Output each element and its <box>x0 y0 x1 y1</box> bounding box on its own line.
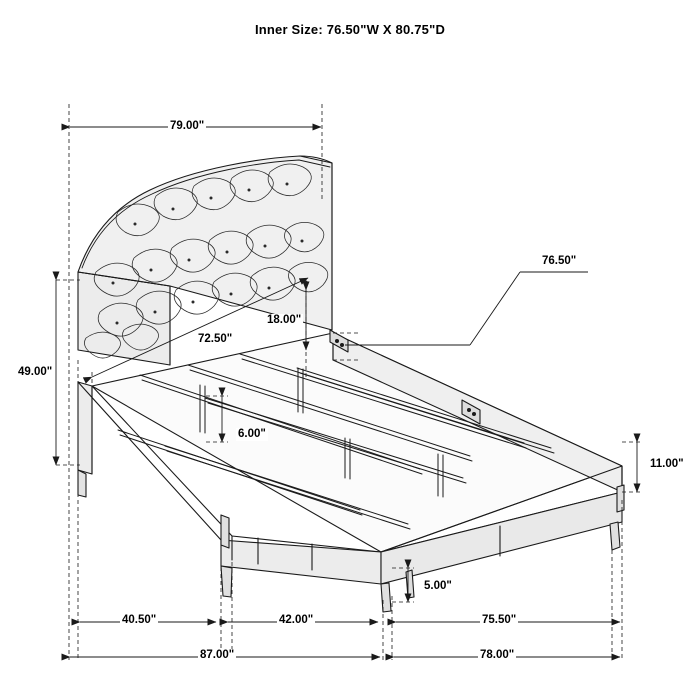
dimension-side-rail-depth: 76.50" <box>542 255 577 267</box>
dimension-leg-height: 5.00" <box>424 580 452 592</box>
dimension-total-side-depth: 78.00" <box>480 649 515 661</box>
dimension-rail-height: 11.00" <box>650 458 684 470</box>
dimension-overall-height: 49.00" <box>18 366 53 378</box>
dimension-headboard-width: 79.00" <box>170 120 205 132</box>
dimension-total-front-width: 87.00" <box>200 649 235 661</box>
page-title: Inner Size: 76.50"W X 80.75"D <box>254 22 446 37</box>
dimension-right-side-segment: 75.50" <box>482 614 517 626</box>
dimension-headboard-inner-width: 72.50" <box>198 333 233 345</box>
dimension-slat-clearance: 6.00" <box>238 428 266 440</box>
dimension-headboard-to-rail: 18.00" <box>267 314 302 326</box>
dimension-front-left-segment: 40.50" <box>122 614 157 626</box>
dimension-front-mid-segment: 42.00" <box>279 614 314 626</box>
